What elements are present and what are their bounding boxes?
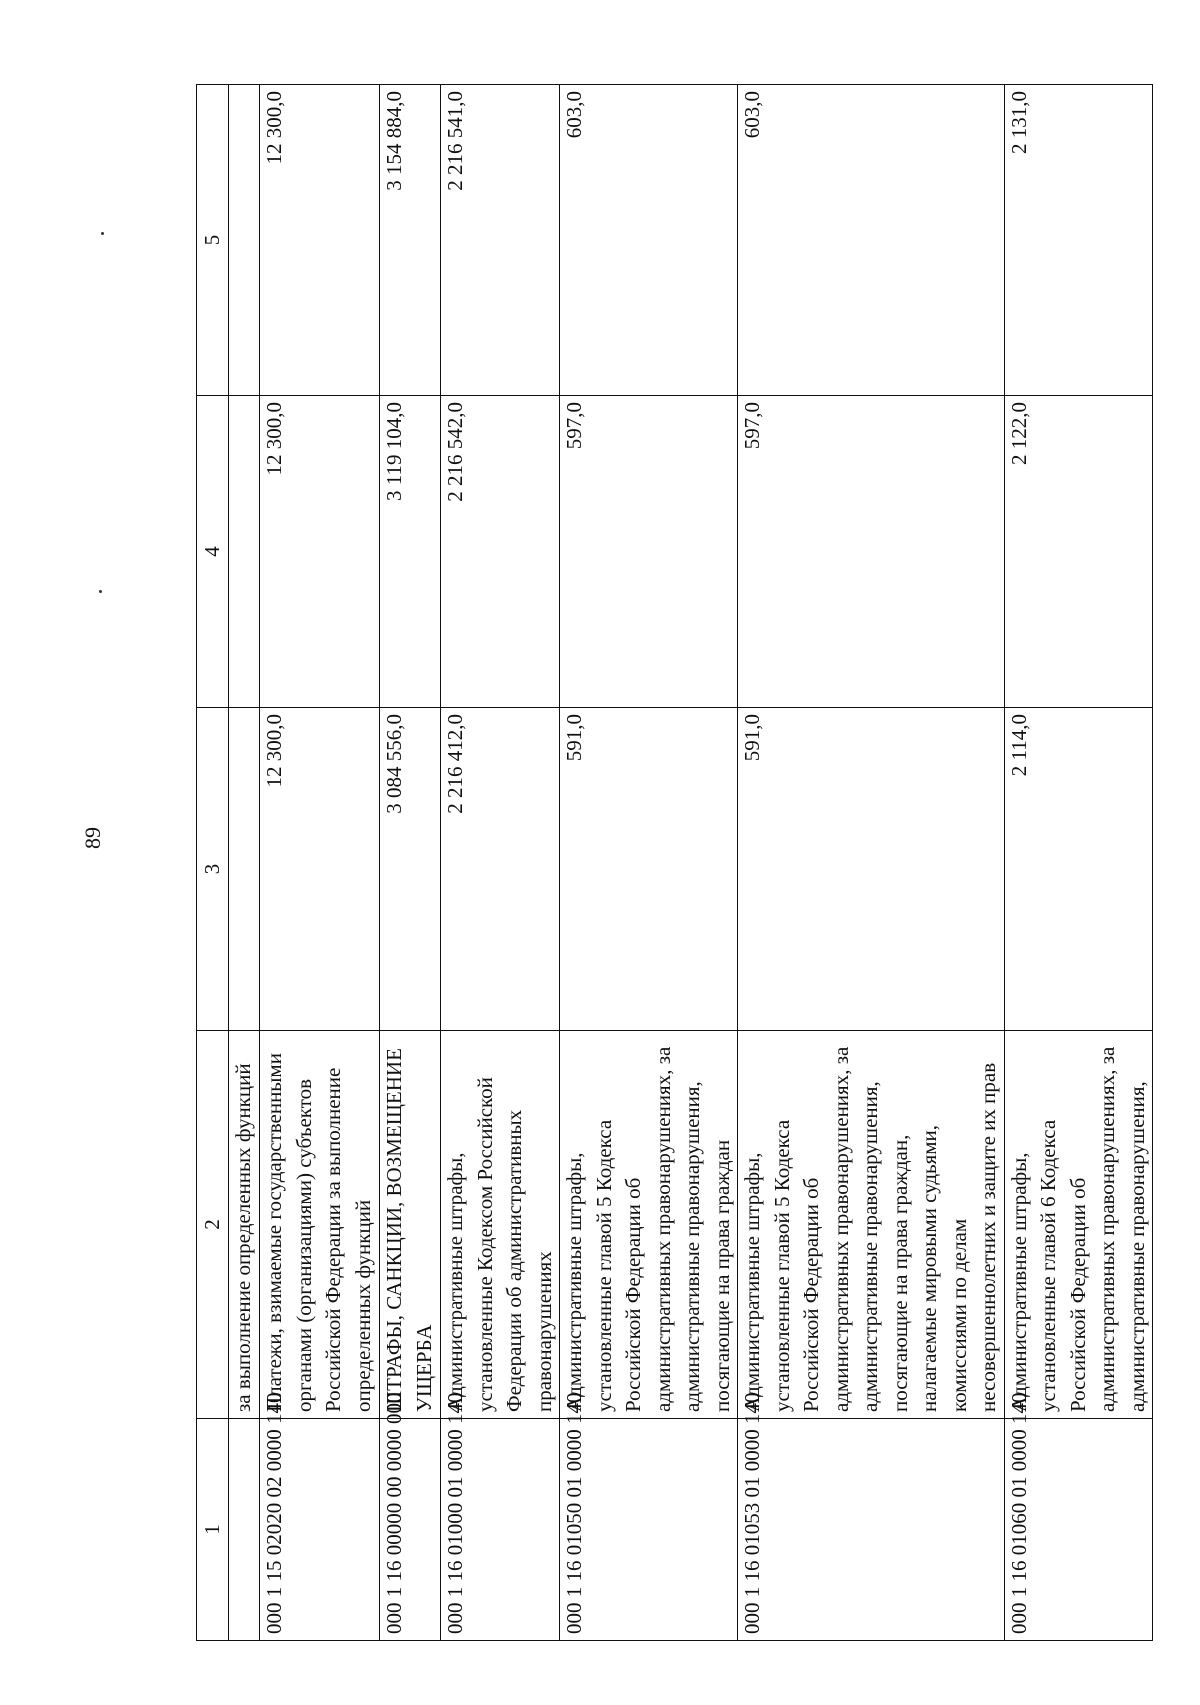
amount-col3-cell: 2 114,0 xyxy=(1004,708,1153,1031)
page-number: 89 xyxy=(80,827,105,849)
amount-col5-cell: 3 154 884,0 xyxy=(380,85,441,396)
column-header: 2 xyxy=(197,1031,229,1419)
revenue-table xyxy=(196,84,1153,1641)
revenue-name-cell: за выполнение определенных функций xyxy=(229,1031,260,1419)
amount-col5-cell: 603,0 xyxy=(738,85,1005,396)
amount-col4-cell: 2 216 542,0 xyxy=(441,396,560,708)
table-row xyxy=(738,85,1005,1641)
column-header: 4 xyxy=(197,396,229,708)
table-row xyxy=(1004,85,1153,1641)
budget-code-cell: 000 1 16 01000 01 0000 140 xyxy=(441,1419,560,1641)
revenue-name-cell: Платежи, взимаемые государственными органами (организациями) субъектов Российской Федерации за выполнение определенных функций xyxy=(260,1031,380,1419)
amount-col3-cell: 2 216 412,0 xyxy=(441,708,560,1031)
column-header: 3 xyxy=(197,708,229,1031)
budget-code-cell: 000 1 16 01053 01 0000 140 xyxy=(738,1419,1005,1641)
table-row xyxy=(441,85,560,1641)
scan-speck xyxy=(99,590,102,593)
budget-code-cell: 000 1 16 00000 00 0000 000 xyxy=(380,1419,441,1641)
revenue-name-cell: ШТРАФЫ, САНКЦИИ, ВОЗМЕЩЕНИЕ УЩЕРБА xyxy=(380,1031,441,1419)
amount-col4-cell: 3 119 104,0 xyxy=(380,396,441,708)
budget-code-cell: 000 1 16 01050 01 0000 140 xyxy=(560,1419,738,1641)
amount-col4-cell: 2 122,0 xyxy=(1004,396,1153,708)
table-row xyxy=(380,85,441,1641)
table-row xyxy=(260,85,380,1641)
amount-col3-cell: 591,0 xyxy=(738,708,1005,1031)
amount-col4-cell xyxy=(229,396,260,708)
budget-code-cell: 000 1 16 01060 01 0000 140 xyxy=(1004,1419,1153,1641)
revenue-name-cell: Административные штрафы, установленные Кодексом Российской Федерации об административных правонарушениях xyxy=(441,1031,560,1419)
column-number-row xyxy=(197,85,229,1641)
budget-code-cell: 000 1 15 02020 02 0000 140 xyxy=(260,1419,380,1641)
scan-speck xyxy=(101,232,104,235)
revenue-name-cell: Административные штрафы, установленные главой 5 Кодекса Российской Федерации об административных правонарушениях, за административные правонарушения, посягающие на права граждан xyxy=(560,1031,738,1419)
amount-col3-cell: 12 300,0 xyxy=(260,708,380,1031)
amount-col5-cell xyxy=(229,85,260,396)
amount-col4-cell: 597,0 xyxy=(738,396,1005,708)
amount-col5-cell: 2 131,0 xyxy=(1004,85,1153,396)
amount-col5-cell: 12 300,0 xyxy=(260,85,380,396)
amount-col5-cell: 603,0 xyxy=(560,85,738,396)
amount-col3-cell xyxy=(229,708,260,1031)
rotated-table-sheet xyxy=(196,85,1149,1641)
table-row xyxy=(560,85,738,1641)
column-header: 1 xyxy=(197,1419,229,1641)
amount-col4-cell: 12 300,0 xyxy=(260,396,380,708)
amount-col5-cell: 2 216 541,0 xyxy=(441,85,560,396)
revenue-name-cell: Административные штрафы, установленные главой 6 Кодекса Российской Федерации об административных правонарушениях, за административные правонарушения, xyxy=(1004,1031,1153,1419)
amount-col4-cell: 597,0 xyxy=(560,396,738,708)
table-row xyxy=(229,85,260,1641)
amount-col3-cell: 591,0 xyxy=(560,708,738,1031)
revenue-name-cell: Административные штрафы, установленные главой 5 Кодекса Российской Федерации об административных правонарушениях, за административные правонарушения, посягающие на права граждан, налагаемые мировыми судьями, комиссиями по делам несовершеннолетних и защите их прав xyxy=(738,1031,1005,1419)
column-header: 5 xyxy=(197,85,229,396)
amount-col3-cell: 3 084 556,0 xyxy=(380,708,441,1031)
budget-code-cell xyxy=(229,1419,260,1641)
